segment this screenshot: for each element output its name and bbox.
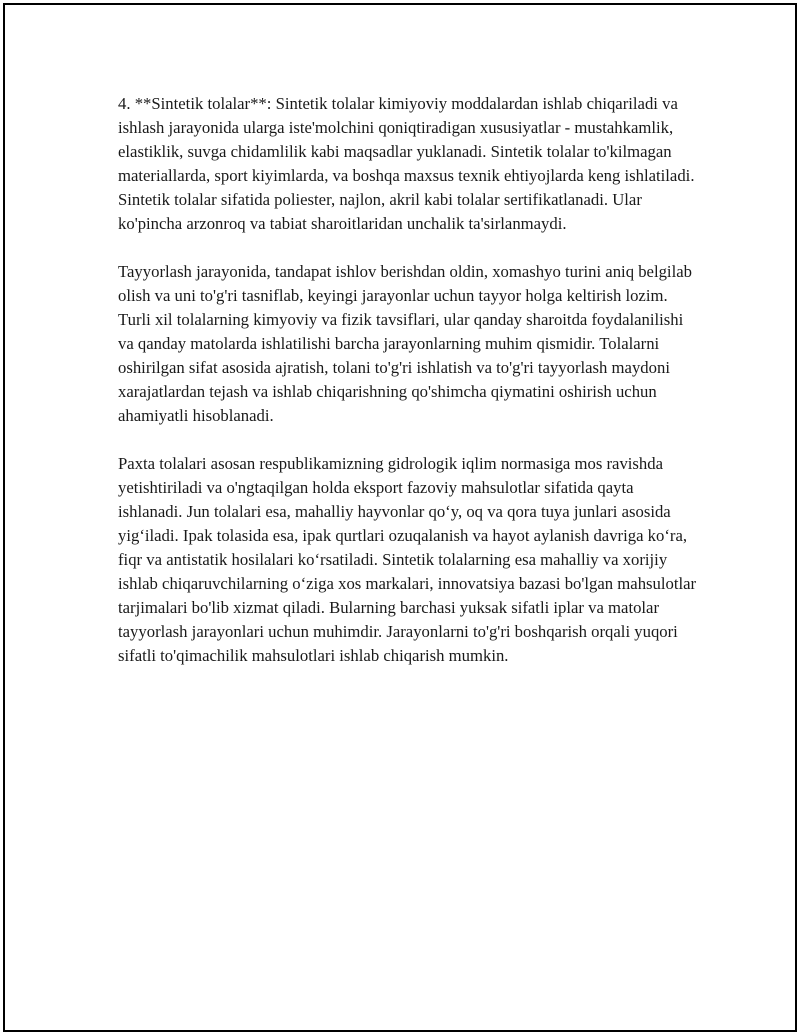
paragraph-synthetic-fibers: 4. **Sintetik tolalar**: Sintetik tolalar kimiyoviy moddalardan ishlab chiqariladi va ishlash jarayonida ularga iste'molchini qoniqtiradigan xususiyatlar - mustahkamlik, elastiklik, suvga chidamlilik kabi maqsadlar yuklanadi. Sintetik tolalar to'kilmagan materiallarda, sport kiyimlarda, va boshqa maxsus texnik ehtiyojlarda keng ishlatiladi. Sintetik tolalar sifatida poliester, najlon, akril kabi tolalar sertifikatlanadi. Ular ko'pincha arzonroq va tabiat sharoitlaridan unchalik ta'sirlanmaydi. [118,94,695,233]
paragraph-fiber-sources: Paxta tolalari asosan respublikamizning gidrologik iqlim normasiga mos ravishda yetishtiriladi va o'ngtaqilgan holda eksport fazoviy mahsulotlar sifatida qayta ishlanadi. Jun tolalari esa, mahalliy hayvonlar qo‘y, oq va qora tuya junlari asosida yig‘iladi. Ipak tolasida esa, ipak qurtlari ozuqalanish va hayot aylanish davriga ko‘ra, fiqr va antistatik hosilalari ko‘rsatiladi. Sintetik tolalarning esa mahalliy va xorijiy ishlab chiqaruvchilarning o‘ziga xos markalari, innovatsiya bazasi bo'lgan mahsulotlar tarjimalari bo'lib xizmat qiladi. Bularning barchasi yuksak sifatli iplar va matolar tayyorlash jarayonlari uchun muhimdir. Jarayonlarni to'g'ri boshqarish orqali yuqori sifatli to'qimachilik mahsulotlari ishlab chiqarish mumkin. [118,454,697,665]
document-body [118,92,698,692]
paragraph-preparation-process: Tayyorlash jarayonida, tandapat ishlov berishdan oldin, xomashyo turini aniq belgilab olish va uni to'g'ri tasniflab, keyingi jarayonlar uchun tayyor holga keltirish lozim. Turli xil tolalarning kimyoviy va fizik tavsiflari, ular qanday sharoitda foydalanilishi va qanday matolarda ishlatilishi barcha jarayonlarning muhim qismidir. Tolalarni oshirilgan sifat asosida ajratish, tolani to'g'ri ishlatish va to'g'ri tayyorlash maydoni xarajatlardan tejash va ishlab chiqarishning qo'shimcha qiymatini oshirish uchun ahamiyatli hisoblanadi. [118,262,692,425]
